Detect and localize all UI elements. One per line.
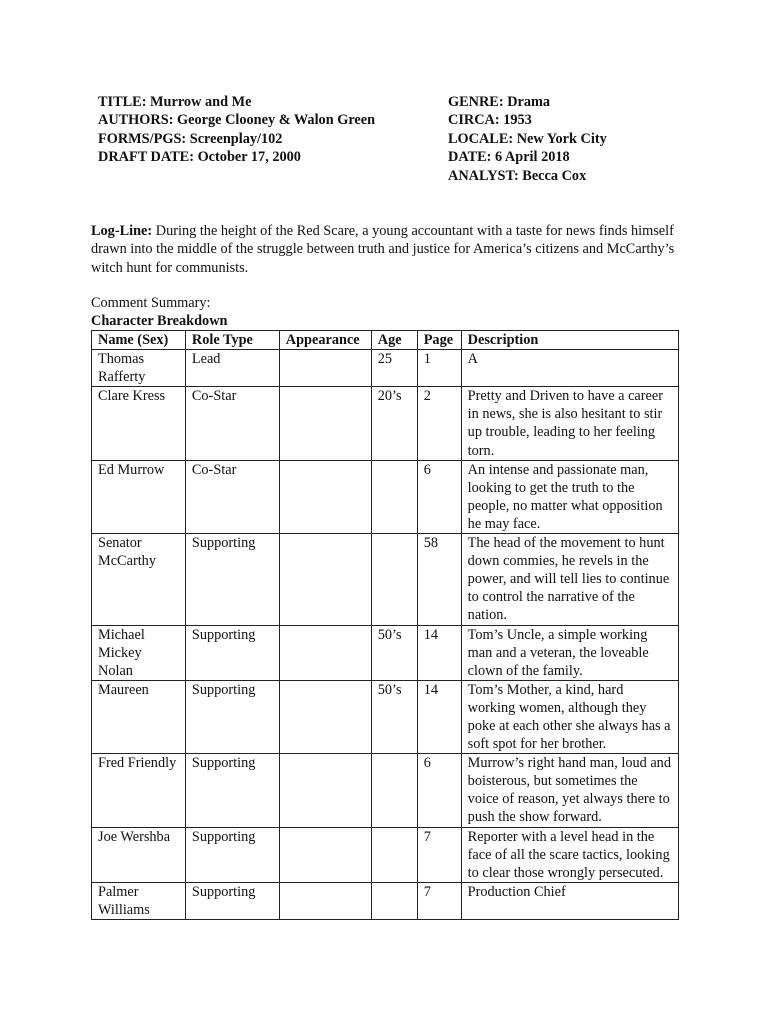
header-right-block [448,93,607,185]
analyst-value: Becca Cox [522,167,587,184]
cell-appearance [279,625,371,680]
table-row [92,680,679,753]
cell-age [371,534,417,625]
cell-name: Thomas Rafferty [92,350,186,387]
cell-role: Co-Star [185,460,279,533]
cell-description: The head of the movement to hunt down commies, he revels in the power, and will tell lies to continue to control the narrative of the nation. [461,534,678,625]
circa-line [448,111,607,129]
draft-date-value: October 17, 2000 [197,149,301,166]
table-row [92,350,679,387]
analyst-line [448,167,607,185]
character-breakdown-heading: Character Breakdown [91,313,228,329]
logline-text: During the height of the Red Scare, a young accountant with a taste for news finds himself drawn into the middle of the struggle between truth and justice for America’s citizens and McCarthy’s witch hunt for communists. [91,223,675,276]
cell-page: 14 [417,680,461,753]
cell-description: Murrow’s right hand man, loud and boisterous, but sometimes the voice of reason, yet always there to push the show forward. [461,754,678,827]
draft-date-line [98,148,375,166]
cell-description: A [461,350,678,387]
forms-line [98,130,375,148]
column-header-description: Description [461,331,678,350]
cell-name: Michael Mickey Nolan [92,625,186,680]
cell-name: Fred Friendly [92,754,186,827]
cell-appearance [279,754,371,827]
cell-appearance [279,350,371,387]
cell-age [371,754,417,827]
table-row [92,387,679,460]
cell-age: 25 [371,350,417,387]
table-row [92,754,679,827]
table-row [92,460,679,533]
authors-value: George Clooney & Walon Green [177,112,376,129]
cell-page: 6 [417,460,461,533]
cell-appearance [279,680,371,753]
cell-role: Supporting [185,534,279,625]
cell-role: Supporting [185,882,279,919]
analyst-label: ANALYST: [448,167,519,184]
table-row [92,534,679,625]
draft-date-label: DRAFT DATE: [98,149,194,166]
cell-description: Production Chief [461,882,678,919]
cell-role: Supporting [185,754,279,827]
cell-appearance [279,882,371,919]
cell-role: Co-Star [185,387,279,460]
cell-page: 2 [417,387,461,460]
column-header-appearance: Appearance [279,331,371,350]
circa-value: 1953 [503,112,532,129]
cell-role: Supporting [185,680,279,753]
date-line [448,148,607,166]
genre-label: GENRE: [448,94,504,110]
cell-role: Lead [185,350,279,387]
column-header-name: Name (Sex) [92,331,186,350]
cell-appearance [279,534,371,625]
cell-name: Palmer Williams [92,882,186,919]
cell-page: 6 [417,754,461,827]
locale-line [448,130,607,148]
character-breakdown-table [91,330,679,920]
cell-page: 1 [417,350,461,387]
logline-paragraph [91,222,681,277]
cell-appearance [279,827,371,882]
table-row [92,882,679,919]
cell-page: 7 [417,827,461,882]
column-header-page: Page [417,331,461,350]
date-value: 6 April 2018 [495,149,570,166]
title-value: Murrow and Me [150,94,252,110]
locale-label: LOCALE: [448,130,514,147]
table-header-row [92,331,679,350]
cell-name: Clare Kress [92,387,186,460]
circa-label: CIRCA: [448,112,500,129]
forms-value: Screenplay/102 [189,130,283,147]
cell-name: Ed Murrow [92,460,186,533]
cell-description: Pretty and Driven to have a career in news, she is also hesitant to stir up trouble, leading to her feeling torn. [461,387,678,460]
header-left-block [98,93,375,167]
cell-age: 50’s [371,680,417,753]
cell-name: Maureen [92,680,186,753]
genre-value: Drama [507,94,551,110]
cell-age [371,460,417,533]
cell-age [371,827,417,882]
cell-age [371,882,417,919]
cell-page: 7 [417,882,461,919]
cell-appearance [279,387,371,460]
authors-line [98,111,375,129]
title-label: TITLE: [98,94,147,110]
cell-role: Supporting [185,827,279,882]
cell-page: 14 [417,625,461,680]
cell-page: 58 [417,534,461,625]
genre-line [448,93,607,111]
cell-description: Reporter with a level head in the face of all the scare tactics, looking to clear those wrongly persecuted. [461,827,678,882]
column-header-age: Age [371,331,417,350]
comment-summary-label: Comment Summary: [91,295,211,311]
cell-age: 50’s [371,625,417,680]
date-label: DATE: [448,149,492,166]
authors-label: AUTHORS: [98,112,174,129]
title-line [98,93,375,111]
cell-name: Senator McCarthy [92,534,186,625]
table-row [92,625,679,680]
cell-description: Tom’s Mother, a kind, hard working women, although they poke at each other she always has a soft spot for her brother. [461,680,678,753]
column-header-role: Role Type [185,331,279,350]
cell-role: Supporting [185,625,279,680]
locale-value: New York City [516,130,607,147]
table-row [92,827,679,882]
forms-label: FORMS/PGS: [98,130,187,147]
cell-description: An intense and passionate man, looking to get the truth to the people, no matter what opposition he may face. [461,460,678,533]
cell-description: Tom’s Uncle, a simple working man and a veteran, the loveable clown of the family. [461,625,678,680]
cell-appearance [279,460,371,533]
logline-label: Log-Line: [91,223,153,239]
cell-name: Joe Wershba [92,827,186,882]
cell-age: 20’s [371,387,417,460]
